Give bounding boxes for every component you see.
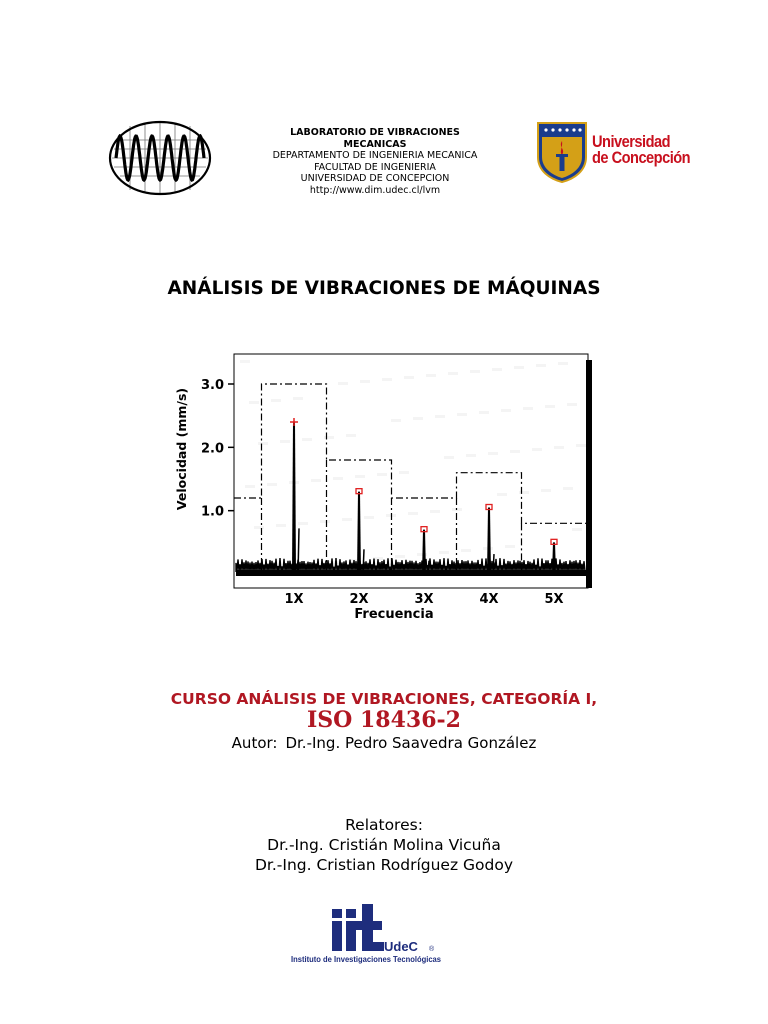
lab-info xyxy=(246,127,504,197)
peak-sideband xyxy=(493,554,494,574)
udec-wordmark-line1: Universidad xyxy=(592,132,671,151)
sine-wave-ellipse-icon xyxy=(108,120,212,196)
baseline xyxy=(236,570,586,576)
course-title: CURSO ANÁLISIS DE VIBRACIONES, CATEGORÍA I, xyxy=(170,690,598,708)
peak-sideband xyxy=(298,528,299,574)
iso-standard: ISO 18436-2 xyxy=(307,707,461,733)
y-tick-label: 1.0 xyxy=(200,504,224,520)
udec-wordmark xyxy=(592,134,690,166)
lab-url[interactable]: http://www.dim.udec.cl/lvm xyxy=(309,184,441,196)
department: DEPARTAMENTO DE INGENIERIA MECANICA xyxy=(272,150,478,162)
registered-mark: ® xyxy=(429,946,435,953)
document-title: ANÁLISIS DE VIBRACIONES DE MÁQUINAS xyxy=(167,278,601,299)
presenter-name: Dr.-Ing. Cristián Molina Vicuña xyxy=(267,836,501,854)
y-tick-label: 3.0 xyxy=(200,378,224,393)
institute-name: Instituto de Investigaciones Tecnológicas xyxy=(291,954,442,964)
presenters-label: Relatores: xyxy=(345,816,423,834)
lab-name-line2: MECANICAS xyxy=(343,138,407,150)
lab-name-line1: LABORATORIO DE VIBRACIONES xyxy=(290,127,460,138)
udec-wordmark-line2: de Concepción xyxy=(592,148,691,167)
author xyxy=(0,734,768,752)
iit-udec-logo xyxy=(286,900,446,966)
peak-sideband xyxy=(363,549,364,574)
faculty: FACULTAD DE INGENIERIA xyxy=(314,161,436,173)
x-tick-label: 5X xyxy=(544,592,564,607)
author-label: Autor: xyxy=(231,734,278,752)
udec-shield-icon xyxy=(536,121,588,183)
author-name: Dr.-Ing. Pedro Saavedra González xyxy=(285,734,537,752)
logo-udec-text: UdeC xyxy=(384,939,418,954)
vibration-spectrum-chart xyxy=(170,352,610,628)
x-axis-label: Frecuencia xyxy=(354,607,434,622)
y-tick-label: 2.0 xyxy=(200,441,224,457)
x-tick-label: 1X xyxy=(284,592,304,607)
x-tick-label: 4X xyxy=(479,592,499,607)
peak-sideband xyxy=(428,561,429,574)
x-tick-label: 3X xyxy=(414,592,434,607)
university-name: UNIVERSIDAD DE CONCEPCION xyxy=(300,173,450,185)
peak-sideband xyxy=(558,565,559,575)
presenters xyxy=(0,815,768,875)
y-axis-label: Velocidad (mm/s) xyxy=(174,387,189,511)
right-border-bar xyxy=(586,360,592,588)
presenter-name: Dr.-Ing. Cristian Rodríguez Godoy xyxy=(254,856,514,874)
x-tick-label: 2X xyxy=(349,592,369,607)
